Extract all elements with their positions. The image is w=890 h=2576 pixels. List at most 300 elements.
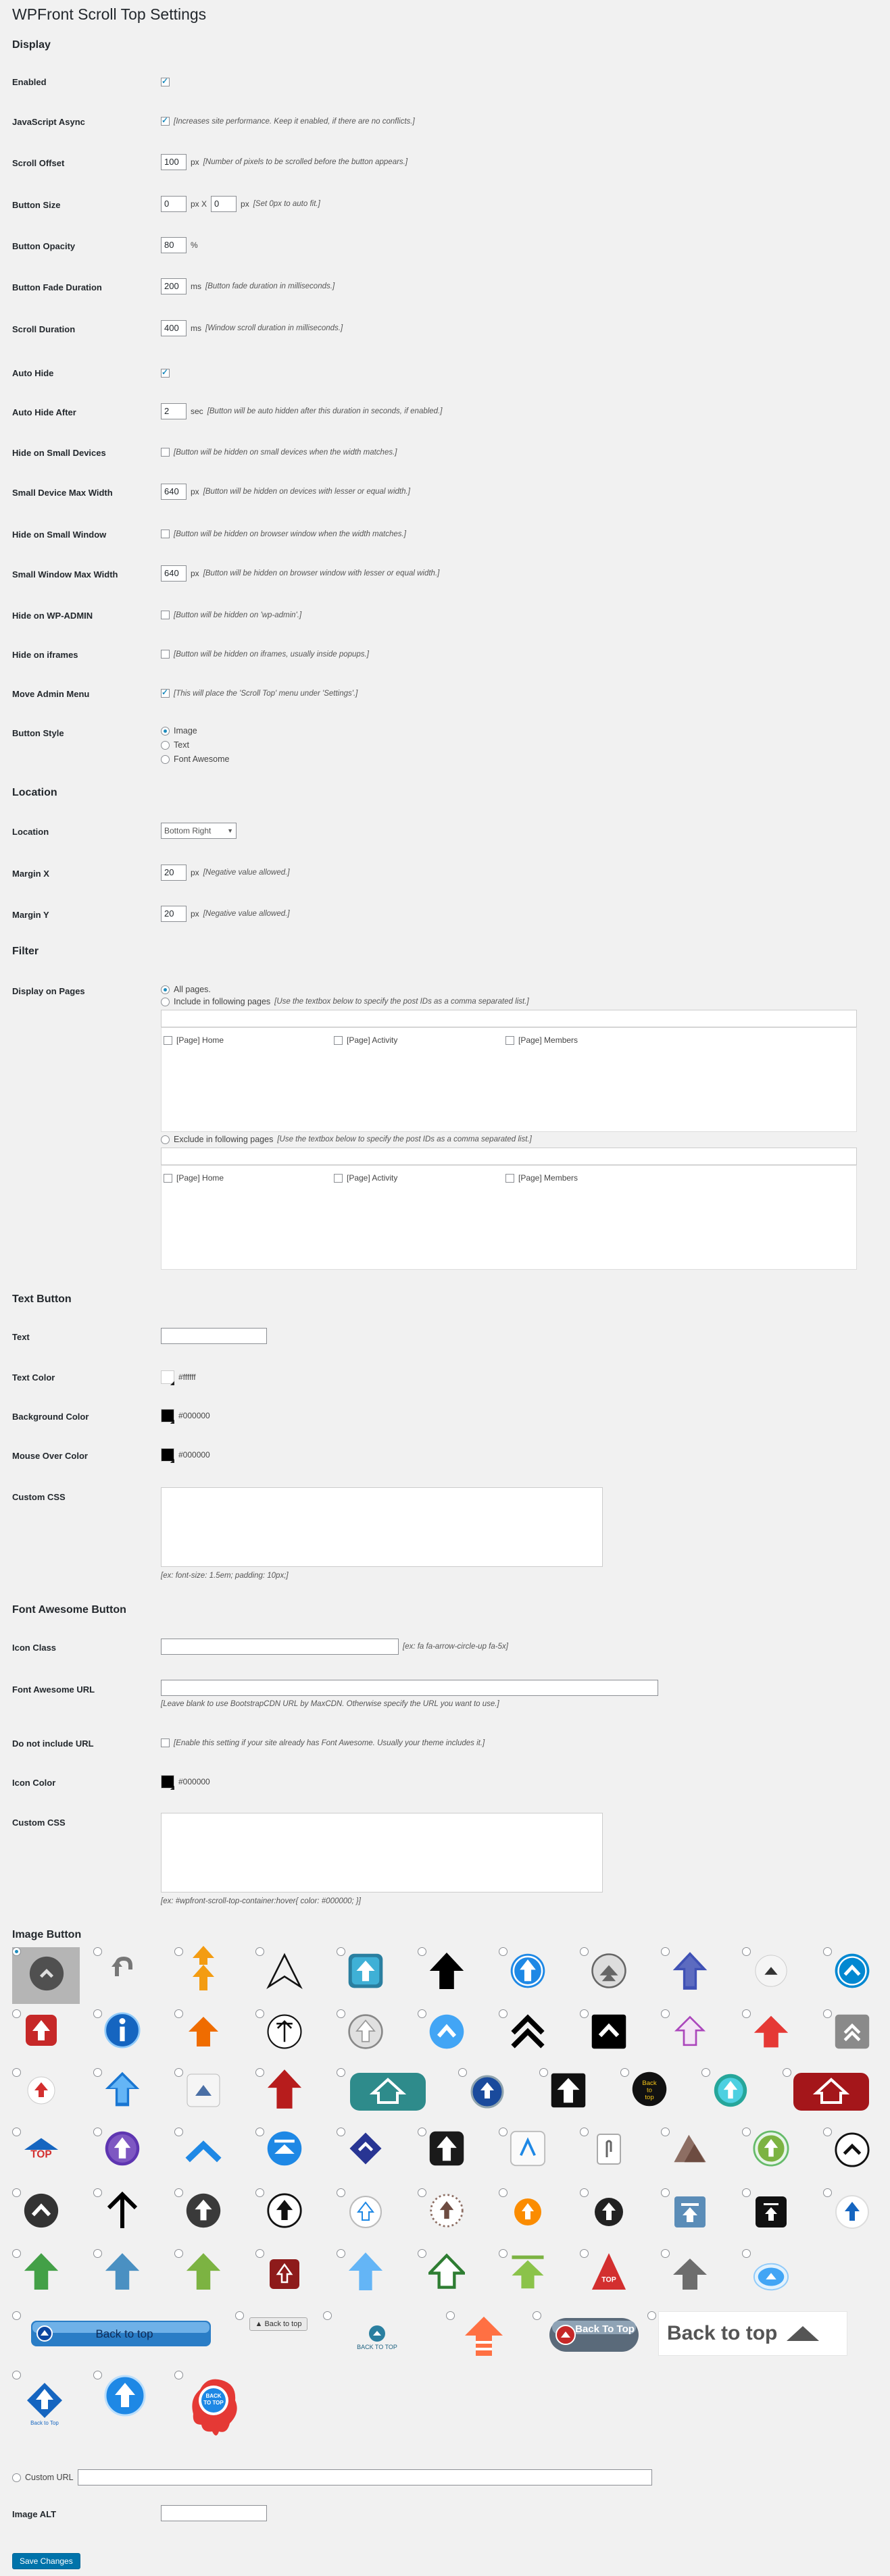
save-button[interactable]: Save Changes [12, 2553, 80, 2569]
image-option-1[interactable] [12, 1947, 86, 2008]
fa-css-note: [ex: #wpfront-scroll-top-container:hover{ color: #000000; }] [161, 1897, 361, 1905]
image-option-50[interactable] [499, 2188, 573, 2246]
image-option-2[interactable] [93, 1947, 168, 2008]
fa-url-input[interactable] [161, 1680, 658, 1696]
image-option-24[interactable] [93, 2068, 168, 2126]
image-option-radio[interactable] [823, 1947, 832, 1956]
image-option-60[interactable] [418, 2249, 492, 2307]
image-option-18[interactable] [499, 2009, 573, 2067]
image-option-71[interactable] [12, 2371, 86, 2431]
move-admin-menu-label: Move Admin Menu [12, 689, 90, 699]
image-option-32[interactable] [783, 2068, 884, 2126]
image-option-radio[interactable] [661, 1947, 670, 1956]
button-style-label: Button Style [12, 728, 64, 738]
image-option-radio[interactable] [742, 2128, 751, 2136]
image-option-12[interactable] [12, 2009, 86, 2067]
image-option-38[interactable] [418, 2128, 492, 2185]
image-option-radio[interactable] [647, 2311, 656, 2320]
chevron-up-black-square-icon [591, 2011, 627, 2053]
image-option-radio[interactable] [174, 2371, 183, 2379]
image-option-37[interactable] [337, 2128, 411, 2185]
style-text-label: Text [174, 740, 189, 750]
arrow-up-circle-gray-icon [28, 1954, 65, 1993]
exclude-page-activity-checkbox[interactable] [334, 1174, 343, 1183]
text-color-swatch[interactable] [161, 1370, 174, 1384]
image-option-17[interactable] [418, 2009, 492, 2067]
arrow-up-circle-white-icon [753, 1952, 789, 1990]
button-height-input[interactable]: 0 [211, 196, 237, 212]
image-option-radio[interactable] [12, 2009, 21, 2018]
arrow-up-bar-black-square-icon [754, 2195, 788, 2229]
scroll-duration-unit: ms [191, 324, 201, 333]
image-option-radio[interactable] [418, 2188, 426, 2197]
image-option-radio[interactable] [255, 1947, 264, 1956]
image-option-radio[interactable] [742, 2009, 751, 2018]
image-option-radio[interactable] [93, 2009, 102, 2018]
image-option-6[interactable] [418, 1947, 492, 2008]
image-option-radio[interactable] [823, 2009, 832, 2018]
image-option-radio[interactable] [418, 1947, 426, 1956]
image-option-61[interactable] [499, 2249, 573, 2307]
image-option-44[interactable] [12, 2188, 86, 2246]
hide-wpadmin-label: Hide on WP-ADMIN [12, 611, 93, 621]
top-arrow-label: TOP [601, 2275, 616, 2284]
hide-wpadmin-note: [Button will be hidden on 'wp-admin'.] [174, 611, 302, 619]
image-option-radio[interactable] [418, 2249, 426, 2258]
image-option-40[interactable] [580, 2128, 654, 2185]
image-option-43[interactable] [823, 2128, 884, 2185]
arrow-up-black-square-icon [550, 2069, 587, 2111]
chevron-diamond-navy-icon [347, 2128, 384, 2169]
image-option-radio[interactable] [174, 2249, 183, 2258]
arrow-up-blue-oval-icon [753, 2262, 789, 2292]
image-option-3[interactable] [174, 1947, 249, 2008]
image-option-26[interactable] [255, 2068, 330, 2126]
fade-unit: ms [191, 282, 201, 291]
image-option-radio[interactable] [255, 2068, 264, 2077]
image-option-11[interactable] [823, 1947, 884, 2008]
enabled-checkbox[interactable] [161, 78, 170, 86]
image-option-radio[interactable] [12, 2249, 21, 2258]
image-option-56[interactable] [93, 2249, 168, 2307]
text-input[interactable] [161, 1328, 267, 1344]
image-option-66[interactable] [235, 2311, 316, 2365]
fa-url-note: [Leave blank to use BootstrapCDN URL by MaxCDN. Otherwise specify the URL you want to use.] [161, 1700, 499, 1708]
image-option-67[interactable] [323, 2311, 411, 2365]
js-async-label: JavaScript Async [12, 117, 85, 127]
section-display: Display [12, 39, 51, 51]
image-option-49[interactable] [418, 2188, 492, 2246]
hide-small-devices-checkbox[interactable] [161, 448, 170, 457]
image-option-radio[interactable] [661, 2188, 670, 2197]
all-pages-radio[interactable] [161, 985, 170, 994]
image-option-radio[interactable] [499, 2249, 508, 2258]
margin-x-unit: px [191, 868, 199, 877]
image-option-radio[interactable] [93, 1947, 102, 1956]
arrow-up-outline-circle-icon [266, 2191, 303, 2230]
exclude-page-activity-label: [Page] Activity [347, 1173, 398, 1183]
image-option-radio[interactable] [255, 2009, 264, 2018]
exclude-pages-note: [Use the textbox below to specify the post IDs as a comma separated list.] [277, 1135, 532, 1143]
image-option-radio[interactable] [255, 2249, 264, 2258]
exclude-page-home-label: [Page] Home [176, 1173, 224, 1183]
small-device-width-label: Small Device Max Width [12, 488, 113, 498]
image-option-radio[interactable] [580, 1947, 589, 1956]
section-location: Location [12, 787, 57, 798]
image-option-radio[interactable] [174, 2009, 183, 2018]
hover-color-swatch[interactable] [161, 1448, 174, 1462]
back-to-top-splash-icon [187, 2373, 241, 2441]
small-device-width-unit: px [191, 487, 199, 496]
image-option-radio[interactable] [174, 2188, 183, 2197]
chevron-up-outline-circle-icon [834, 2131, 870, 2169]
image-option-64[interactable] [742, 2249, 816, 2307]
image-option-radio[interactable] [323, 2311, 332, 2320]
no-include-checkbox[interactable] [161, 1738, 170, 1747]
image-option-27[interactable] [337, 2068, 431, 2126]
style-image-label: Image [174, 726, 197, 736]
image-option-13[interactable] [93, 2009, 168, 2067]
image-option-45[interactable] [93, 2188, 168, 2246]
hide-iframes-checkbox[interactable] [161, 650, 170, 659]
image-option-47[interactable] [255, 2188, 330, 2246]
back-to-top-circle-line3: top [645, 2093, 654, 2101]
arrow-up-purple-circle-icon [104, 2128, 141, 2169]
back-to-top-small-caption: Back to Top [30, 2419, 59, 2426]
arrow-up-white-circle-blue-icon [834, 2194, 870, 2230]
image-option-33[interactable] [12, 2128, 86, 2185]
image-option-radio[interactable] [12, 1947, 21, 1956]
small-window-width-note: [Button will be hidden on browser window with lesser or equal width.] [203, 569, 440, 577]
image-option-radio[interactable] [93, 2128, 102, 2136]
custom-url-label: Custom URL [25, 2473, 74, 2482]
margin-y-input[interactable]: 20 [161, 906, 187, 922]
opacity-input[interactable]: 80 [161, 237, 187, 253]
back-to-top-gray-pill-icon [547, 2314, 641, 2356]
back-to-top-large-label: Back to top [667, 2322, 778, 2344]
image-option-radio[interactable] [337, 1947, 345, 1956]
include-pages-note: [Use the textbox below to specify the post IDs as a comma separated list.] [274, 998, 529, 1006]
fade-label: Button Fade Duration [12, 282, 102, 292]
text-color-value: #ffffff [178, 1372, 196, 1382]
image-option-23[interactable] [12, 2068, 86, 2126]
image-option-46[interactable] [174, 2188, 249, 2246]
section-font-awesome: Font Awesome Button [12, 1604, 126, 1616]
image-option-57[interactable] [174, 2249, 249, 2307]
image-option-radio[interactable] [661, 2249, 670, 2258]
image-option-70[interactable] [647, 2311, 857, 2365]
page-title: WPFront Scroll Top Settings [12, 5, 207, 23]
image-option-15[interactable] [255, 2009, 330, 2067]
image-option-radio[interactable] [580, 2009, 589, 2018]
image-option-radio[interactable] [823, 2128, 832, 2136]
style-text-radio[interactable] [161, 741, 170, 750]
image-option-radio[interactable] [446, 2311, 455, 2320]
image-option-radio[interactable] [337, 2188, 345, 2197]
style-fontawesome-radio[interactable] [161, 755, 170, 764]
image-option-19[interactable] [580, 2009, 654, 2067]
hide-small-window-label: Hide on Small Window [12, 530, 107, 540]
scroll-duration-label: Scroll Duration [12, 324, 76, 334]
image-option-39[interactable] [499, 2128, 573, 2185]
image-option-radio[interactable] [499, 2188, 508, 2197]
image-alt-input[interactable] [161, 2505, 267, 2521]
icon-class-input[interactable] [161, 1639, 399, 1655]
move-admin-menu-note: [This will place the 'Scroll Top' menu under 'Settings'.] [174, 689, 358, 698]
image-option-72[interactable] [93, 2371, 168, 2431]
exclude-page-members-label: [Page] Members [518, 1173, 578, 1183]
image-option-16[interactable] [337, 2009, 411, 2067]
navigation-arrow-icon [266, 1949, 303, 1992]
scroll-duration-input[interactable]: 400 [161, 320, 187, 336]
image-option-radio[interactable] [418, 2128, 426, 2136]
splash-label-1: BACK [205, 2393, 222, 2399]
image-option-54[interactable] [823, 2188, 884, 2246]
image-option-10[interactable] [742, 1947, 816, 2008]
image-option-30[interactable] [620, 2068, 695, 2126]
margin-y-unit: px [191, 909, 199, 919]
arrow-up-teal-circle-icon [712, 2071, 749, 2110]
image-option-73[interactable] [174, 2371, 249, 2445]
image-option-radio[interactable] [458, 2068, 467, 2077]
include-page-activity-checkbox[interactable] [334, 1036, 343, 1045]
triangle-up-square-icon [186, 2073, 221, 2108]
image-option-65[interactable] [12, 2311, 228, 2365]
back-to-top-small-button-label: ▲ Back to top [249, 2317, 308, 2331]
image-option-53[interactable] [742, 2188, 816, 2246]
double-arrow-orange-icon [190, 1944, 217, 1992]
top-arrow-red-icon [591, 2251, 627, 2292]
arrow-up-blue-glossy-circle-icon [104, 2375, 146, 2417]
arrow-up-square-teal-icon [347, 1949, 384, 1992]
back-to-top-caps-label: BACK TO TOP [357, 2344, 397, 2350]
home-arrow-teal-button-icon [349, 2071, 427, 2112]
margin-y-note: [Negative value allowed.] [203, 910, 290, 918]
text-label: Text [12, 1332, 30, 1342]
chevron-up-blue-icon [185, 2138, 222, 2165]
image-option-radio[interactable] [539, 2068, 548, 2077]
icon-color-swatch[interactable] [161, 1775, 174, 1788]
image-option-radio[interactable] [661, 2128, 670, 2136]
location-label: Location [12, 827, 49, 837]
arrow-up-circle-silver-icon [347, 2011, 384, 2053]
chevron-up-dark-circle-icon [23, 2191, 59, 2230]
image-option-radio[interactable] [93, 2371, 102, 2379]
image-option-radio[interactable] [580, 2188, 589, 2197]
exclude-pages-label: Exclude in following pages [174, 1135, 274, 1144]
include-page-activity-label: [Page] Activity [347, 1035, 398, 1045]
image-option-36[interactable] [255, 2128, 330, 2185]
image-option-59[interactable] [337, 2249, 411, 2307]
fade-input[interactable]: 200 [161, 278, 187, 294]
arrow-up-bar-steelblue-square-icon [673, 2195, 707, 2229]
image-option-radio[interactable] [580, 2249, 589, 2258]
image-option-52[interactable] [661, 2188, 735, 2246]
image-option-radio[interactable] [337, 2249, 345, 2258]
hide-small-devices-label: Hide on Small Devices [12, 448, 106, 458]
fade-note: [Button fade duration in milliseconds.] [205, 282, 335, 290]
exclude-page-members-checkbox[interactable] [505, 1174, 514, 1183]
image-option-25[interactable] [174, 2068, 249, 2126]
image-option-radio[interactable] [418, 2009, 426, 2018]
arrow-up-lightblue-icon [347, 2250, 384, 2292]
arrow-return-icon [107, 1953, 137, 1983]
image-option-radio[interactable] [701, 2068, 710, 2077]
image-option-radio[interactable] [620, 2068, 629, 2077]
image-option-radio[interactable] [742, 1947, 751, 1956]
margin-x-input[interactable]: 20 [161, 865, 187, 881]
arrow-up-blue-badge-icon [470, 2074, 505, 2109]
image-option-21[interactable] [742, 2009, 816, 2067]
fa-css-label: Custom CSS [12, 1818, 66, 1828]
js-async-note: [Increases site performance. Keep it enabled, if there are no conflicts.] [174, 117, 415, 126]
arrow-up-line-circle-icon [266, 2010, 303, 2053]
image-option-51[interactable] [580, 2188, 654, 2246]
image-option-34[interactable] [93, 2128, 168, 2185]
image-option-20[interactable] [661, 2009, 735, 2067]
image-option-63[interactable] [661, 2249, 735, 2307]
image-option-radio[interactable] [255, 2188, 264, 2197]
image-option-35[interactable] [174, 2128, 249, 2185]
hide-small-window-checkbox[interactable] [161, 530, 170, 538]
move-admin-menu-checkbox[interactable] [161, 689, 170, 698]
margin-x-label: Margin X [12, 869, 49, 879]
image-option-radio[interactable] [337, 2068, 345, 2077]
image-option-48[interactable] [337, 2188, 411, 2246]
image-option-radio[interactable] [235, 2311, 244, 2320]
image-option-radio[interactable] [337, 2128, 345, 2136]
arrow-up-steelblue-icon [104, 2250, 141, 2292]
style-fontawesome-label: Font Awesome [174, 754, 230, 764]
all-pages-label: All pages. [174, 985, 211, 994]
image-option-31[interactable] [701, 2068, 776, 2126]
include-page-members-checkbox[interactable] [505, 1036, 514, 1045]
exclude-pages-input[interactable] [161, 1148, 857, 1165]
arrow-up-small-red-circle-icon [25, 2074, 57, 2107]
image-option-7[interactable] [499, 1947, 573, 2008]
arrow-up-light-circle-icon [348, 2194, 383, 2230]
text-css-textarea[interactable] [161, 1487, 603, 1567]
arrow-up-orange-striped-icon [464, 2315, 504, 2357]
include-pages-radio[interactable] [161, 998, 170, 1006]
icon-class-note: [ex: fa fa-arrow-circle-up fa-5x] [403, 1643, 508, 1651]
chevron-up-circle-blue-icon [834, 1949, 870, 1993]
image-option-radio[interactable] [12, 2311, 21, 2320]
exclude-pages-radio[interactable] [161, 1135, 170, 1144]
splash-label-2: TO TOP [203, 2400, 224, 2406]
image-option-radio[interactable] [823, 2188, 832, 2197]
image-option-radio[interactable] [255, 2128, 264, 2136]
image-option-62[interactable] [580, 2249, 654, 2307]
small-window-width-label: Small Window Max Width [12, 569, 118, 579]
image-option-22[interactable] [823, 2009, 884, 2067]
arrow-up-red-square-icon [24, 2013, 58, 2047]
image-option-radio[interactable] [533, 2311, 541, 2320]
arrow-up-thin-black-icon [105, 2192, 140, 2230]
image-option-radio[interactable] [499, 2009, 508, 2018]
bg-color-swatch[interactable] [161, 1409, 174, 1422]
image-option-5[interactable] [337, 1947, 411, 2008]
scroll-offset-input[interactable]: 100 [161, 154, 187, 170]
arrow-up-bar-circle-blue-icon [266, 2128, 303, 2169]
image-option-radio[interactable] [742, 2188, 751, 2197]
image-option-radio[interactable] [742, 2249, 751, 2258]
image-option-55[interactable] [12, 2249, 86, 2307]
custom-url-radio[interactable] [12, 2473, 21, 2482]
hand-pointer-icon [592, 2129, 626, 2168]
image-option-radio[interactable] [12, 2128, 21, 2136]
image-option-radio[interactable] [93, 2188, 102, 2197]
text-css-label: Custom CSS [12, 1492, 66, 1502]
image-option-28[interactable] [458, 2068, 533, 2126]
image-option-radio[interactable] [661, 2009, 670, 2018]
chevron-down-icon: ▼ [227, 827, 233, 834]
image-option-radio[interactable] [93, 2068, 102, 2077]
image-option-radio[interactable] [12, 2068, 21, 2077]
image-option-42[interactable] [742, 2128, 816, 2185]
custom-url-input[interactable] [78, 2469, 652, 2485]
auto-hide-after-input[interactable]: 2 [161, 403, 187, 419]
image-option-4[interactable] [255, 1947, 330, 2008]
image-option-14[interactable] [174, 2009, 249, 2067]
image-option-58[interactable] [255, 2249, 330, 2307]
hide-wpadmin-checkbox[interactable] [161, 611, 170, 619]
include-page-home-checkbox[interactable] [164, 1036, 172, 1045]
fa-css-textarea[interactable] [161, 1813, 603, 1892]
small-window-width-input[interactable]: 640 [161, 565, 187, 582]
exclude-page-home-checkbox[interactable] [164, 1174, 172, 1183]
image-option-69[interactable] [533, 2311, 654, 2365]
button-width-input[interactable]: 0 [161, 196, 187, 212]
arrow-up-orange-icon [187, 2015, 220, 2048]
include-pages-input[interactable] [161, 1010, 857, 1027]
image-option-radio[interactable] [499, 2128, 508, 2136]
margin-y-label: Margin Y [12, 910, 49, 920]
image-option-9[interactable] [661, 1947, 735, 2008]
image-option-radio[interactable] [12, 2371, 21, 2379]
arrow-up-red-icon [753, 2011, 789, 2052]
auto-hide-checkbox[interactable] [161, 369, 170, 378]
image-option-radio[interactable] [93, 2249, 102, 2258]
image-option-radio[interactable] [499, 1947, 508, 1956]
scroll-offset-unit: px [191, 157, 199, 167]
top-badge-label: TOP [30, 2148, 52, 2161]
image-option-68[interactable] [446, 2311, 534, 2365]
image-option-29[interactable] [539, 2068, 614, 2126]
js-async-checkbox[interactable] [161, 117, 170, 126]
image-option-radio[interactable] [580, 2128, 589, 2136]
small-device-width-note: [Button will be hidden on devices with lesser or equal width.] [203, 488, 410, 496]
image-option-radio[interactable] [174, 2128, 183, 2136]
enabled-label: Enabled [12, 77, 47, 87]
image-option-8[interactable] [580, 1947, 654, 2008]
arrow-up-dark-circle-icon [185, 2190, 222, 2231]
image-option-radio[interactable] [174, 1947, 183, 1956]
hide-small-window-note: [Button will be hidden on browser window when the width matches.] [174, 530, 406, 538]
image-option-radio[interactable] [174, 2068, 183, 2077]
mountain-brown-icon [672, 2130, 708, 2167]
small-device-width-input[interactable]: 640 [161, 484, 187, 500]
bg-color-label: Background Color [12, 1412, 89, 1422]
image-option-41[interactable] [661, 2128, 735, 2185]
style-image-radio[interactable] [161, 727, 170, 736]
arrow-up-blue-gradient-icon [104, 2067, 141, 2111]
image-option-radio[interactable] [12, 2188, 21, 2197]
scroll-offset-label: Scroll Offset [12, 158, 65, 168]
image-option-radio[interactable] [337, 2009, 345, 2018]
location-select[interactable] [161, 823, 237, 839]
text-css-note: [ex: font-size: 1.5em; padding: 10px;] [161, 1572, 289, 1580]
